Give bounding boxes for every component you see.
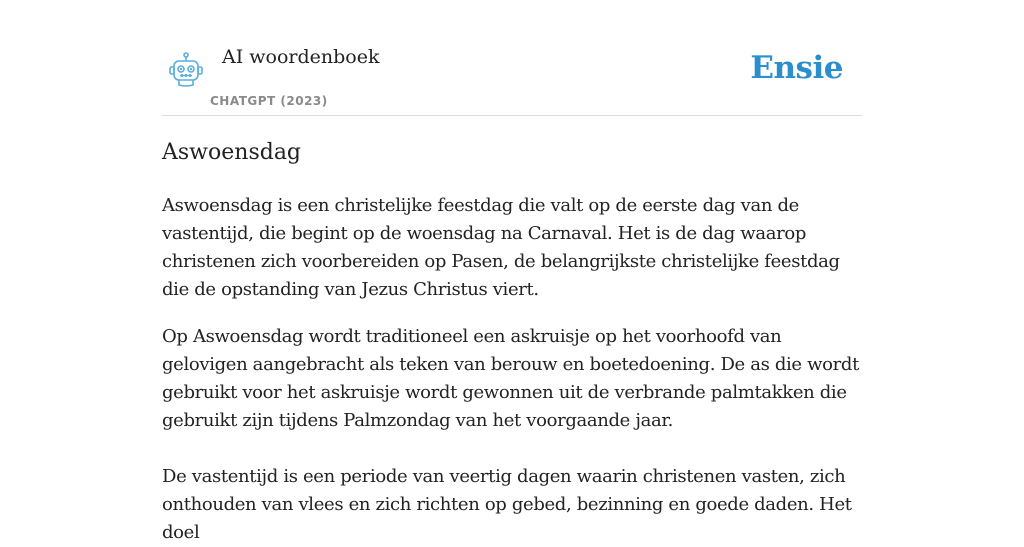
page-container — [162, 0, 862, 543]
article-paragraph-2: Op Aswoensdag wordt traditioneel een askruisje op het voorhoofd van gelovigen aangebracht als teken van berouw en boetedoening. De as die wordt gebruikt voor het askruisje wordt gewonnen uit de verbrande palmtakken die gebruikt zijn tijdens Palmzondag van het voorgaande jaar. — [162, 326, 859, 431]
source-label: CHATGPT (2023) — [210, 94, 328, 108]
ensie-logo-link[interactable]: Ensie — [750, 50, 843, 86]
dictionary-title: AI woordenboek — [222, 46, 380, 68]
article-paragraph-3: De vastentijd is een periode van veertig dagen waarin christenen vasten, zich onthouden van vlees en zich richten op gebed, bezinning en goede daden. Het doel — [162, 466, 852, 543]
article-paragraph-1: Aswoensdag is een christelijke feestdag die valt op de eerste dag van de vastentijd, die begint op de woensdag na Carnaval. Het is de dag waarop christenen zich voorbereiden op Pasen, de belangrijkste christelijke feestdag die de opstanding van Jezus Christus viert. — [162, 195, 840, 300]
header — [162, 0, 862, 116]
page-title: Aswoensdag — [162, 140, 302, 165]
robot-icon — [166, 52, 206, 88]
